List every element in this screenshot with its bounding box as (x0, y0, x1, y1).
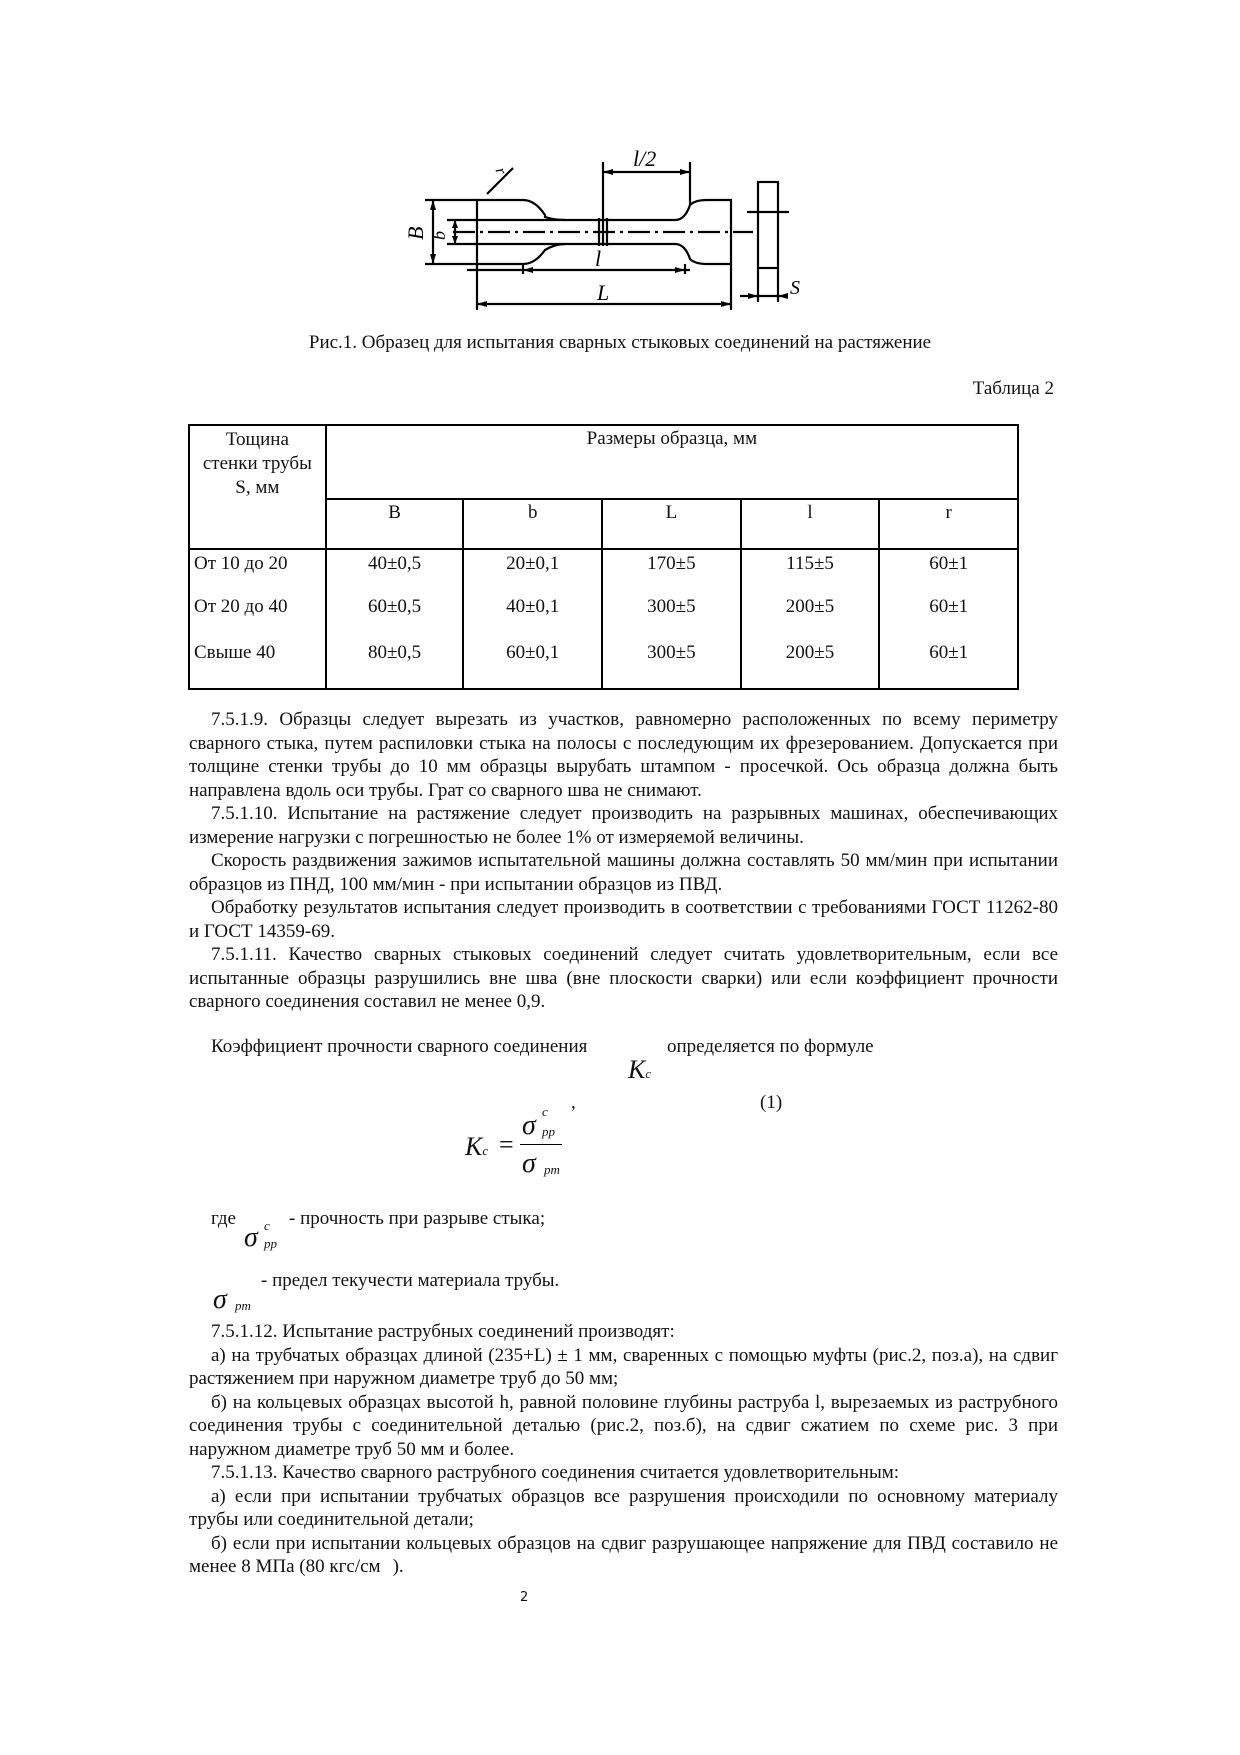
formula-number: (1) (760, 1092, 783, 1113)
column-header: r (879, 499, 1018, 549)
definition-1: - прочность при разрыве стыка; (289, 1208, 546, 1229)
table-cell: 20±0,1 (463, 549, 602, 596)
table-cell: 60±1 (879, 642, 1018, 689)
label-S: S (790, 277, 800, 299)
inline-kc-symbol: Kc (628, 1055, 652, 1084)
label-B: B (403, 226, 428, 240)
table-row (189, 642, 1018, 689)
body-text-2 (189, 1320, 1058, 1579)
table-cell: 300±5 (602, 596, 741, 642)
row-label: Свыше 40 (189, 642, 326, 689)
paragraph-processing: Обработку результатов испытания следует производить в соответствии с требованиями ГОСТ 11262-80 и ГОСТ 14359-69. (189, 897, 1058, 942)
table-cell: 60±0,1 (463, 642, 602, 689)
row-label: От 20 до 40 (189, 596, 326, 642)
paragraph-b-ring: б) на кольцевых образцах высотой h, равной половине глубины раструба l, вырезаемых из раструбного соединения трубы с соединительной деталью (рис.2, поз.б), на сдвиг сжатием по схеме рис. 3 при наружном диаметре труб 50 мм и более. (189, 1391, 1058, 1460)
table-cell: 300±5 (602, 642, 741, 689)
paragraph-7-5-1-12: 7.5.1.12. Испытание раструбных соединений производят: (211, 1321, 675, 1342)
paragraph-a-quality: а) если при испытании трубчатых образцов все разрушения происходили по основному материалу трубы или соединительной детали; (189, 1485, 1058, 1530)
paragraph-a-tubular: а) на трубчатых образцах длиной (235+L) ± 1 мм, сваренных с помощью муфты (рис.2, поз.а), на сдвиг растяжением при наружном диаметре труб до 50 мм; (189, 1344, 1058, 1389)
row-label: От 10 до 20 (189, 549, 326, 596)
column-header: b (463, 499, 602, 549)
label-b: b (429, 231, 449, 240)
label-half-l: l/2 (633, 146, 657, 171)
stub-header: Тощина стенки трубы S, мм (189, 425, 326, 549)
label-l: l (595, 246, 602, 271)
table-cell: 80±0,5 (326, 642, 464, 689)
table-cell: 60±1 (879, 596, 1018, 642)
specimen-drawing (385, 146, 845, 330)
definition-2: - предел текучести материала трубы. (261, 1270, 560, 1291)
formula-kc: Kc = σ c pp σ pm (465, 1110, 575, 1190)
table-cell: 60±1 (879, 549, 1018, 596)
table-cell: 115±5 (741, 549, 880, 596)
column-header: B (326, 499, 464, 549)
equals-sign: = (499, 1130, 514, 1159)
superscript-2: 2 (520, 1590, 529, 1605)
coefficient-intro-2: определяется по формуле (667, 1036, 874, 1057)
table-cell: 200±5 (741, 642, 880, 689)
figure-caption: Рис.1. Образец для испытания сварных стыковых соединений на растяжение (308, 332, 932, 353)
paragraph-7-5-1-13: 7.5.1.13. Качество сварного раструбного соединения считается удовлетворительным: (211, 1462, 900, 1483)
group-header: Размеры образца, мм (326, 425, 1018, 499)
column-header: l (741, 499, 880, 549)
paragraph-7-5-1-11: 7.5.1.11. Качество сварных стыковых соединений следует считать удовлетворительным, если все испытанные образцы разрушились вне шва (вне плоскости сварки) или если коэффициент прочности сварного соединения составил не менее 0,9. (189, 944, 1058, 1012)
label-L: L (597, 280, 610, 305)
paragraph-7-5-1-10: 7.5.1.10. Испытание на растяжение следует производить на разрывных машинах, обеспечивающих измерение нагрузки с погрешностью не более 1% от измеряемой величины. (189, 803, 1058, 848)
specimen-dimensions-table (188, 424, 1019, 690)
label-r: r (491, 165, 510, 177)
paragraph-7-5-1-9: 7.5.1.9. Образцы следует вырезать из участков, равномерно расположенных по всему периметру сварного стыка, путем распиловки стыка на полосы с последующим их фрезерованием. Допускается при толщине стенки трубы до 10 мм образцы вырубать штампом - просечкой. Ось образца должна быть направлена вдоль оси трубы. Грат со сварного шва не снимают. (189, 709, 1058, 801)
where-label: где (211, 1208, 236, 1229)
table-row (189, 549, 1018, 596)
paragraph-b-quality: б) если при испытании кольцевых образцов на сдвиг разрушающее напряжение для ПВД составило не менее 8 МПа (80 кгс/см ). (189, 1532, 1058, 1577)
numerator: σ c pp (522, 1104, 555, 1141)
sigma-pm-symbol: σ pm (213, 1284, 251, 1315)
body-text-1 (189, 708, 1058, 1014)
denominator: σ pm (522, 1148, 560, 1179)
table-cell: 40±0,5 (326, 549, 464, 596)
formula-comma: , (571, 1092, 576, 1113)
paragraph-speed: Скорость раздвижения зажимов испытательной машины должна составлять 50 мм/мин при испытании образцов из ПНД, 100 мм/мин - при испытании образцов из ПВД. (189, 850, 1058, 895)
table-row (189, 596, 1018, 642)
table-cell: 40±0,1 (463, 596, 602, 642)
table-cell: 60±0,5 (326, 596, 464, 642)
table-cell: 170±5 (602, 549, 741, 596)
table-cell: 200±5 (741, 596, 880, 642)
fraction-bar (520, 1144, 562, 1145)
table-label: Таблица 2 (972, 378, 1054, 399)
sigma-pp-symbol: σ c pp (244, 1218, 277, 1253)
coefficient-intro: Коэффициент прочности сварного соединения (211, 1036, 588, 1057)
column-header: L (602, 499, 741, 549)
